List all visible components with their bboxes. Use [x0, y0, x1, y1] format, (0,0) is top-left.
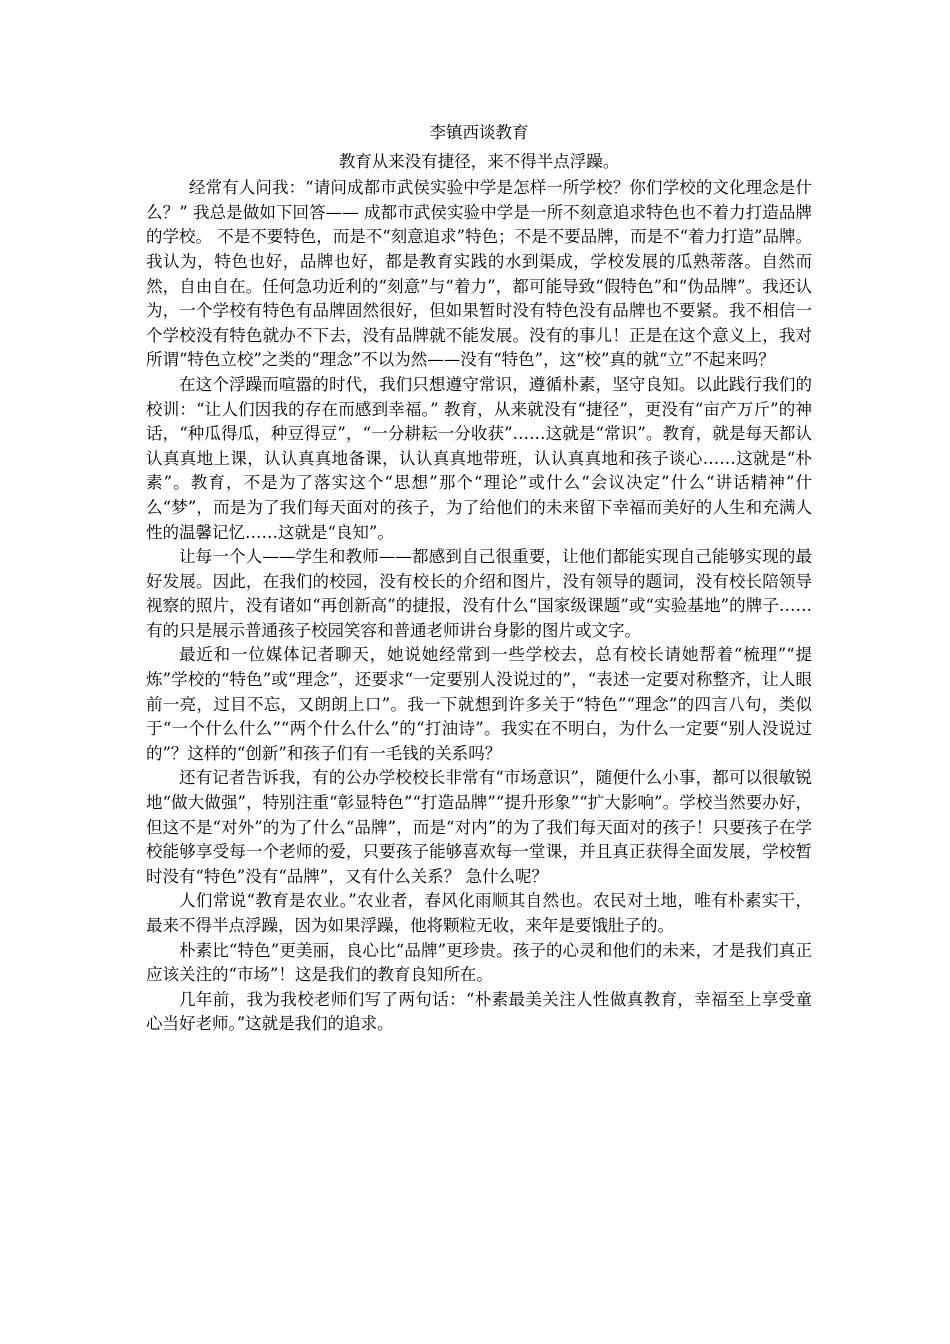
- document-subtitle: 教育从来没有捷径，来不得半点浮躁。: [338, 151, 620, 171]
- paragraph-1: 经常有人问我：“请问成都市武侯实验中学是怎样一所学校？你们学校的文化理念是什么？” 我总是做如下回答—— 成都市武侯实验中学是一所不刻意追求特色也不着力打造品牌的学校。 不是不要特色，而是不“刻意追求”特色；不是不要品牌，而是不“着力打造”品牌。我认为，特色也好，品牌也好，都是教育实践的水到渠成，学校发展的瓜熟蒂落。自然而然，自由自在。任何急功近利的“刻意”与“着力”，都可能导致“假特色”和“伪品牌”。我还认为，一个学校有特色有品牌固然很好，但如果暂时没有特色没有品牌也不要紧。我不相信一个学校没有特色就办不下去，没有品牌就不能发展。没有的事儿！正是在这个意义上，我对所谓“特色立校”之类的“理念”不以为然——没有“特色”，这“校”真的就“立”不起来吗？: [146, 178, 812, 370]
- paragraph-2: 在这个浮躁而喧嚣的时代，我们只想遵守常识，遵循朴素，坚守良知。以此践行我们的校训：“让人们因我的存在而感到幸福。” 教育，从来就没有“捷径”，更没有“亩产万斤”的神话，“种瓜得瓜，种豆得豆”，“一分耕耘一分收获”……这就是“常识”。教育，就是每天都认认真真地上课，认认真真地备课，认认真真地带班，认认真真地和孩子谈心……这就是“朴素”。教育，不是为了落实这个“思想”那个“理论”或什么“会议决定”什么“讲话精神”什么“梦”，而是为了我们每天面对的孩子，为了给他们的未来留下幸福而美好的人生和充满人性的温馨记忆……这就是“良知”。: [146, 374, 812, 542]
- paragraph-5: 还有记者告诉我，有的公办学校校长非常有“市场意识”，随便什么小事，都可以很敏锐地“做大做强”，特别注重“彰显特色”“打造品牌”“提升形象”“扩大影响”。学校当然要办好，但这不是“对外”的为了什么“品牌”，而是“对内”的为了我们每天面对的孩子！只要孩子在学校能够享受每一个老师的爱，只要孩子能够喜欢每一堂课，并且真正获得全面发展，学校暂时没有“特色”没有“品牌”，又有什么关系？ 急什么呢？: [146, 768, 812, 886]
- paragraph-4: 最近和一位媒体记者聊天，她说她经常到一些学校去，总有校长请她帮着“梳理”“提炼”学校的“特色”或“理念”，还要求“一定要别人没说过的”，“表述一定要对称整齐，让人眼前一亮，过目不忘，又朗朗上口”。我一下就想到许多关于“特色”“理念”的四言八句，类似于“一个什么什么”“两个什么什么”的“打油诗”。我实在不明白，为什么一定要“别人没说过的”？这样的“创新”和孩子们有一毛钱的关系吗？: [146, 645, 812, 763]
- paragraph-3: 让每一个人——学生和教师——都感到自己很重要，让他们都能实现自己能够实现的最好发展。因此，在我们的校园，没有校长的介绍和图片，没有领导的题词，没有校长陪领导视察的照片，没有诸如“再创新高”的捷报，没有什么“国家级课题”或“实验基地”的牌子……有的只是展示普通孩子校园笑容和普通老师讲台身影的图片或文字。: [146, 547, 812, 640]
- document-title: 李镇西谈教育: [429, 123, 529, 142]
- paragraph-8: 几年前，我为我校老师们写了两句话：“朴素最美关注人性做真教育，幸福至上享受童心当好老师。”这就是我们的追求。: [146, 989, 812, 1034]
- paragraph-6: 人们常说“教育是农业。”农业者，春风化雨顺其自然也。农民对土地，唯有朴素实干，最来不得半点浮躁，因为如果浮躁，他将颗粒无收，来年是要饿肚子的。: [146, 891, 812, 935]
- paragraph-7: 朴素比“特色”更美丽，良心比“品牌”更珍贵。孩子的心灵和他们的未来，才是我们真正应该关注的“市场”！这是我们的教育良知所在。: [146, 940, 812, 985]
- document-body: [146, 121, 812, 1037]
